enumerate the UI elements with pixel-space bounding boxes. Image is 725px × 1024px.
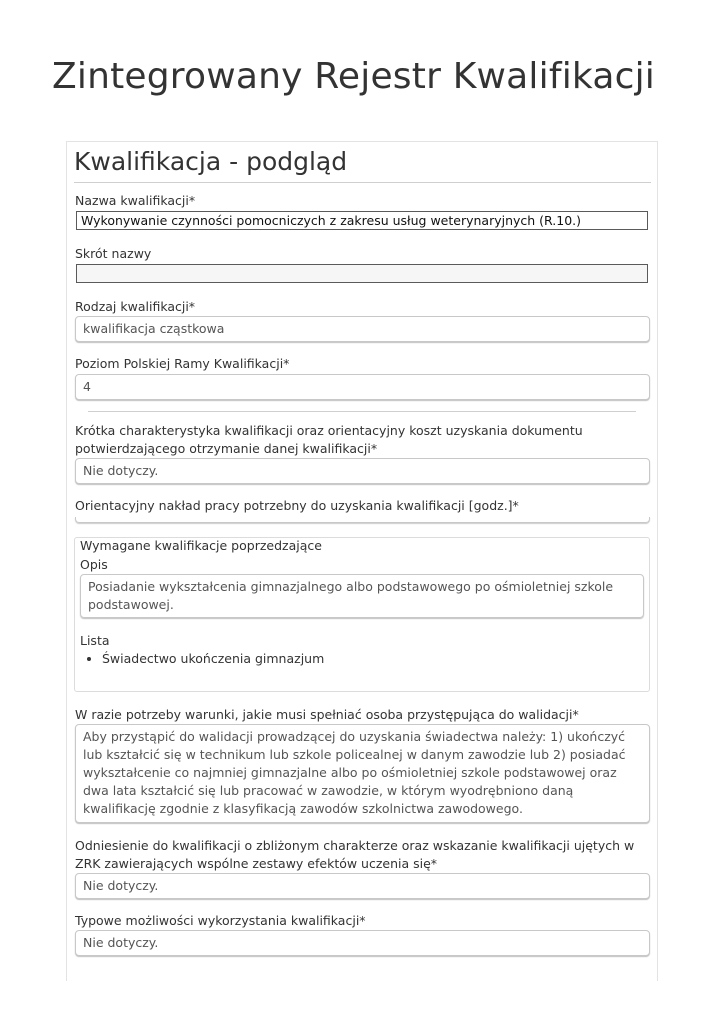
required-qualifications-legend: Wymagane kwalifikacje poprzedzające bbox=[80, 538, 322, 553]
panel-title: Kwalifikacja - podgląd bbox=[74, 147, 348, 176]
short-name-label: Skrót nazwy bbox=[75, 246, 152, 261]
usage-label: Typowe możliwości wykorzystania kwalifikacji* bbox=[75, 913, 366, 928]
required-list bbox=[88, 650, 324, 668]
title-divider bbox=[74, 182, 651, 183]
conditions-label: W razie potrzeby warunki, jakie musi spełniać osoba przystępująca do walidacji* bbox=[75, 707, 579, 722]
workload-label: Orientacyjny nakład pracy potrzebny do uzyskania kwalifikacji [godz.]* bbox=[75, 498, 519, 513]
required-desc-field[interactable]: Posiadanie wykształcenia gimnazjalnego albo podstawowego po ośmioletniej szkole podstawowej. bbox=[80, 574, 644, 618]
reference-field[interactable]: Nie dotyczy. bbox=[75, 873, 650, 899]
description-label: Krótka charakterystyka kwalifikacji oraz orientacyjny koszt uzyskania dokumentu potwierdzającego otrzymanie danej kwalifikacji* bbox=[75, 423, 583, 456]
required-list-label: Lista bbox=[80, 633, 110, 648]
prk-level-field[interactable]: 4 bbox=[75, 374, 650, 400]
prk-level-label: Poziom Polskiej Ramy Kwalifikacji* bbox=[75, 356, 290, 371]
name-label: Nazwa kwalifikacji* bbox=[75, 193, 196, 208]
description-field[interactable]: Nie dotyczy. bbox=[75, 458, 650, 484]
workload-field[interactable] bbox=[75, 517, 650, 523]
short-name-field[interactable] bbox=[76, 264, 648, 283]
usage-field[interactable]: Nie dotyczy. bbox=[75, 930, 650, 956]
required-desc-label: Opis bbox=[80, 557, 108, 572]
name-field[interactable]: Wykonywanie czynności pomocniczych z zakresu usług weterynaryjnych (R.10.) bbox=[76, 211, 648, 230]
type-label: Rodzaj kwalifikacji* bbox=[75, 299, 196, 314]
reference-label: Odniesienie do kwalifikacji o zbliżonym charakterze oraz wskazanie kwalifikacji ujętych w ZRK zawierających wspólne zestawy efektów uczenia się* bbox=[75, 838, 635, 871]
section-divider bbox=[88, 411, 636, 412]
list-item: • Świadectwo ukończenia gimnazjum bbox=[102, 650, 324, 668]
site-title: Zintegrowany Rejestr Kwalifikacji bbox=[52, 56, 655, 97]
type-field[interactable]: kwalifikacja cząstkowa bbox=[75, 316, 650, 342]
conditions-field[interactable]: Aby przystąpić do walidacji prowadzącej do uzyskania świadectwa należy: 1) ukończyć lub kształcić się w technikum lub szkole policealnej w danym zawodzie lub 2) posiadać wykształcenie co najmniej gimnazjalne albo po ośmioletniej szkole podstawowej oraz dwa lata kształcić się lub pracować w zawodzie, w którym wyodrębniono daną kwalifikację zgodnie z klasyfikacją zawodów szkolnictwa zawodowego. bbox=[75, 724, 650, 823]
